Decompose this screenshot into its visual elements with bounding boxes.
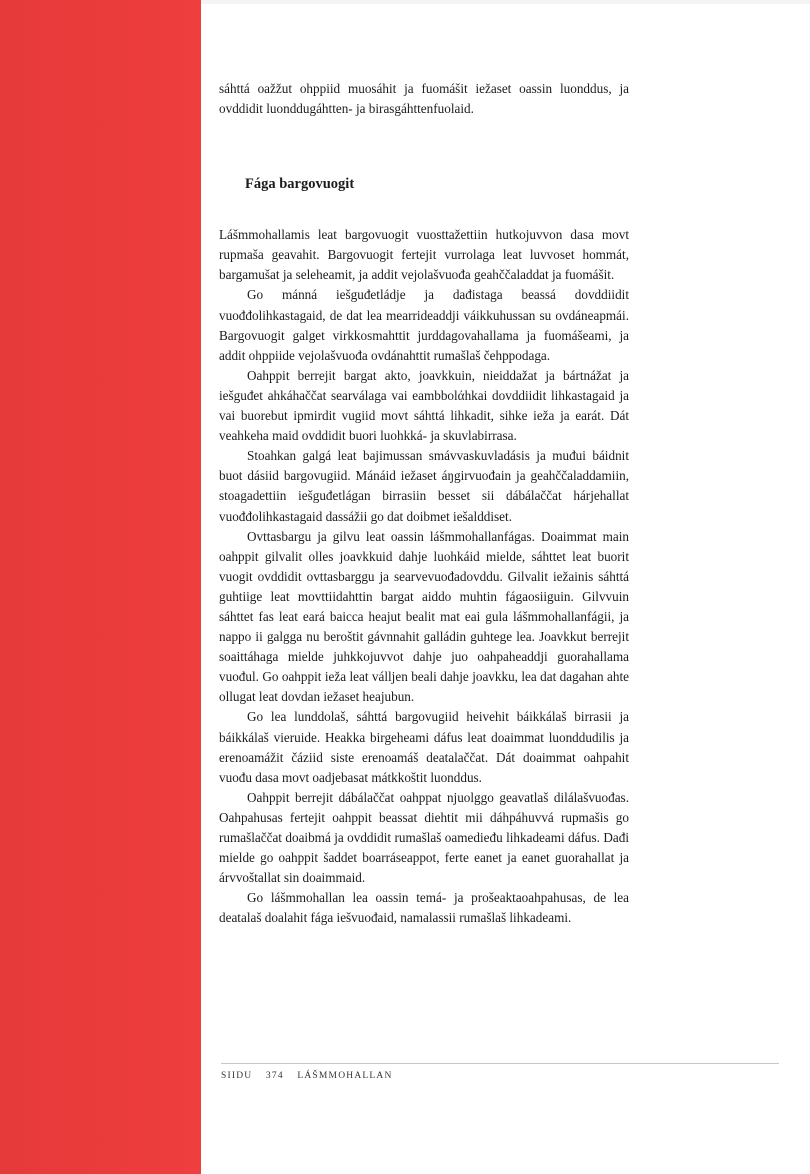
body-paragraph-2: Go mánná iešguđetládje ja dađistaga beassá dovddiidit vuođđolihkastagaid, de dat lea mearrideaddji váikkuhussan su ovdáneapmái. Bargovuogit galget virkkosmahttit jurddagovahallama ja fuomášeami, ja addit ohppiide vejolašvuođa ovdánahttit rumašlaš čehppodaga. bbox=[219, 287, 629, 363]
body-paragraph-7: Oahppit berrejit dábálaččat oahppat njuolggo geavatlaš dilálašvuođas. Oahpahusas fertejit oahppit beassat diehtit mii dáhpáhuvvá rupmašis go rumašlaččat doaibmá ja ovddidit rumašlaš oamedieđu lihkadeami dáfus. Dađi mielde go oahppit šaddet boarráseappot, ferte eanet ja eanet guorahallat ja árvvoštallat sin doaimmaid. bbox=[219, 789, 629, 886]
body-paragraph-1: Lášmmohallamis leat bargovuogit vuosttažettiin hutkojuvvon dasa movt rupmaša geavahit. Bargovuogit fertejit vurrolaga leat luvvoset hommát, bargamušat ja seleheamit, ja addit vejolašvuođa geahččaladdat ja fuomášit. bbox=[219, 227, 629, 283]
footer-page-number: 374 bbox=[265, 1071, 284, 1081]
red-margin-band bbox=[0, 0, 201, 1174]
page-body bbox=[219, 79, 629, 928]
top-edge-strip bbox=[201, 0, 810, 4]
page-footer bbox=[221, 1071, 403, 1081]
section-heading: Fága bargovuogit bbox=[245, 176, 355, 193]
body-paragraph-4: Stoahkan galgá leat bajimussan smávvaskuvladásis ja muđui báidnit buot dásiid bargovugiid. Mánáid iežaset áŋgirvuođain ja geahččaladdamiin, stoagadettiin iešguđetlágan birrasiin besset sii dábálaččat hárjehallat vuođđolihkastagaid dassážii go dat doibmet iešalddiset. bbox=[219, 448, 629, 524]
body-paragraph-6: Go lea lunddolaš, sáhttá bargovugiid heivehit báikkálaš birrasii ja báikkálaš vieruide. Heakka birgeheami dáfus leat doaimmat luonddudilis ja erenoamážit čáziid siste erenoamáš deatalaččat. Dát doaimmat oahpahit vuođu dasa movt oadjebasat mátkkoštit luonddus. bbox=[219, 709, 629, 785]
body-paragraph-3: Oahppit berrejit bargat akto, joavkkuin, nieiddažat ja bártnážat ja iešguđet ahkáhaččat searválaga vai eambbolάhkai dovddiidit lihkastagaid ja vai buorebut ipmirdit vugiid movt sáhttá lihkadit, sihke ieža ja earát. Dát veahkeha maid ovddidit buori luohkká- ja skuvlabirrasa. bbox=[219, 367, 629, 444]
footer-book-title: LÁŠMMOHALLAN bbox=[297, 1071, 393, 1081]
footer-label: SIIDU bbox=[221, 1071, 253, 1081]
body-paragraph-5: Ovttasbargu ja gilvu leat oassin lášmmohallanfágas. Doaimmat main oahppit gilvalit olles joavkkuid dahje luohkáid mielde, sáhttet leat buorit vuogit ovddidit ovttasbarggu ja searvevuođadovddu. Gilvalit iežainis sáhttá guhtiige leat movttiidahttin bargat aiddo muhtin fágaosiiguin. Gilvvuin sáhttet fas leat eará baicca heajut bealit mat eai gula lášmmohallanfágii, ja nappo ii galgga nu beroštit gávnnahit galládin guhtege lea. Joavkkut berrejit soaittáhaga mielde juhkkojuvvot dahje juo oahpaheaddji guorahallama vuođul. Go oahppit ieža leat válljen beali dahje joavkku, lea dat dagahan ahte ollugat leat dovdan iežaset heajubun. bbox=[219, 528, 629, 705]
body-paragraph-8: Go lášmmohallan lea oassin temá- ja prošeaktaoahpahusas, de lea deatalaš doalahit fága iešvuođaid, namalassii rumašlaš lihkadeami. bbox=[219, 890, 629, 926]
footer-divider bbox=[221, 1063, 779, 1064]
intro-paragraph: sáhttá oažžut ohppiid muosáhit ja fuomášit iežaset oassin luonddus, ja ovddidit luonddugáhtten- ja birasgáhttenfuolaid. bbox=[219, 81, 629, 117]
